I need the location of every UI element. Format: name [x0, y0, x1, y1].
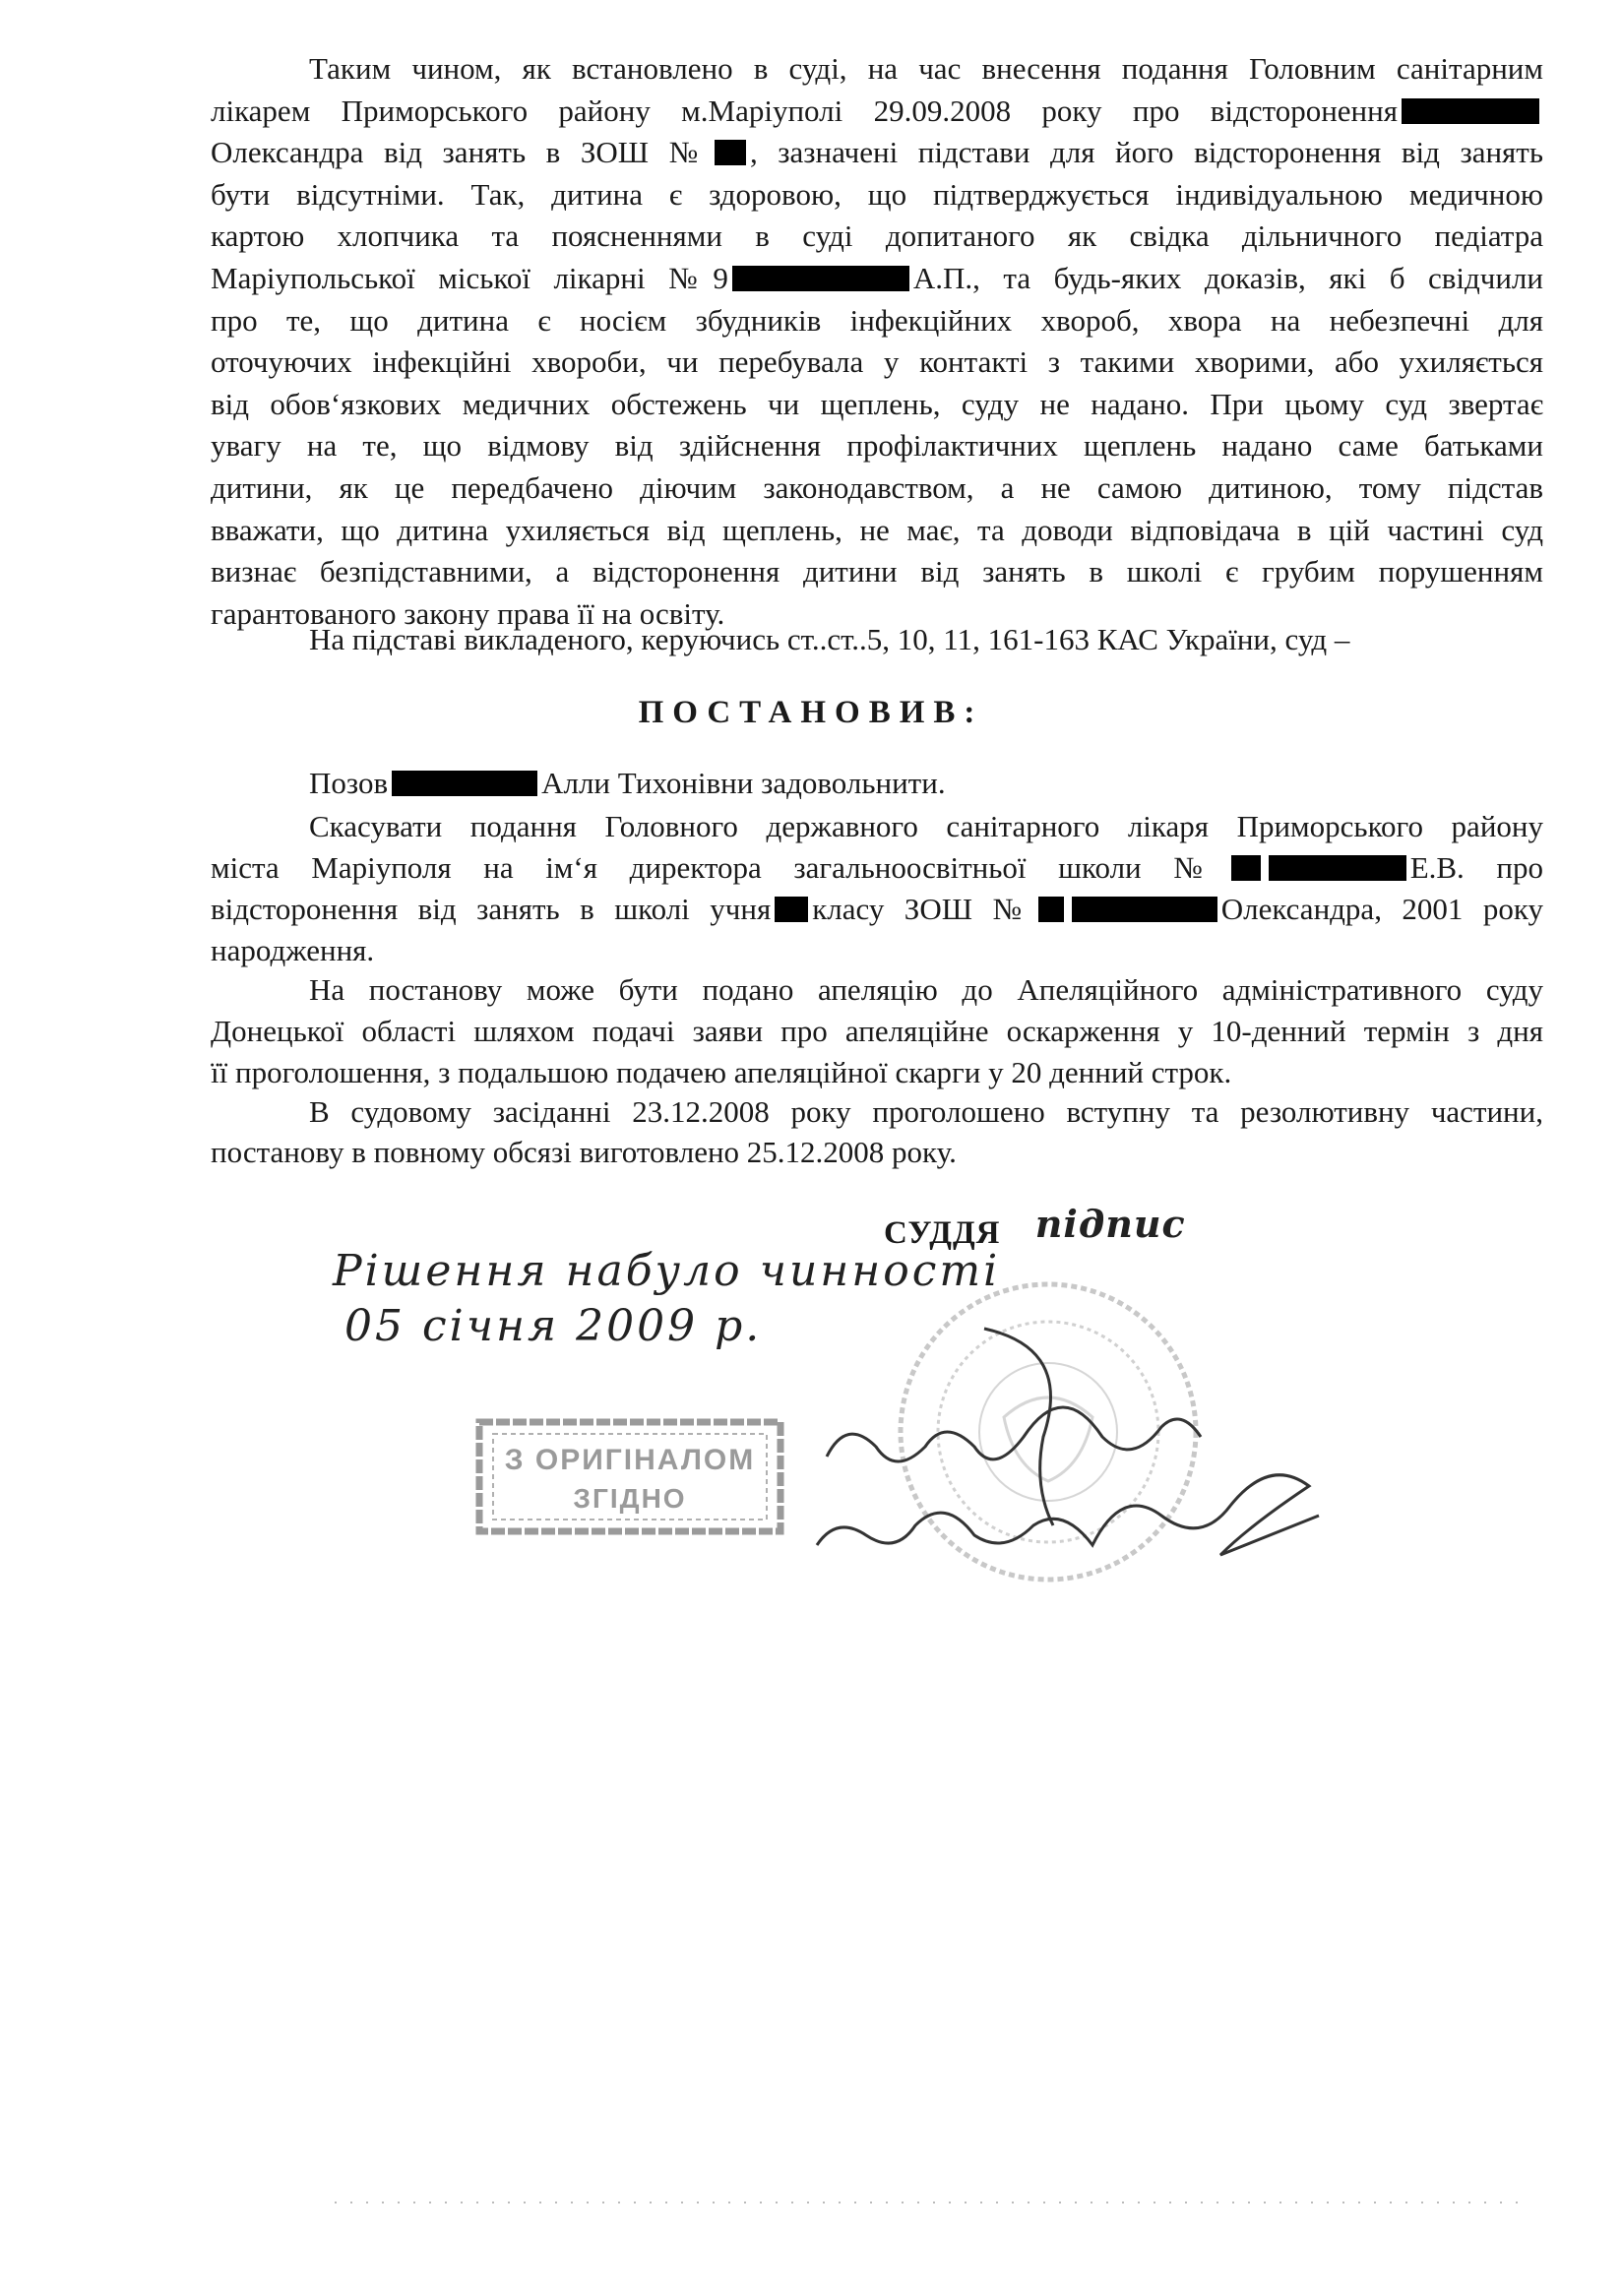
redaction-block: [1231, 855, 1261, 881]
text-fragment: вважати, що дитина ухиляється від щеплень, не має, та доводи відповідача в цій частині суд: [211, 512, 1543, 547]
redaction-block: [1072, 897, 1217, 922]
text-line: [211, 1135, 1543, 1170]
text-fragment: На постанову може бути подано апеляцію до Апеляційного адміністративного суду: [309, 972, 1543, 1007]
text-line: [211, 218, 1543, 254]
text-line: [309, 972, 1543, 1008]
text-fragment: Таким чином, як встановлено в суді, на час внесення подання Головним санітарним: [309, 51, 1543, 86]
text-line: [211, 892, 1543, 927]
text-line: [211, 513, 1543, 548]
text-fragment: Скасувати подання Головного державного санітарного лікаря Приморського району: [309, 809, 1543, 843]
text-fragment: На підставі викладеного, керуючись ст..ст..5, 10, 11, 161-163 КАС України, суд –: [309, 622, 1350, 656]
text-fragment: Олександра від занять в ЗОШ №: [211, 135, 711, 170]
decision-heading: ПОСТАНОВИВ:: [638, 695, 984, 730]
text-line: [211, 850, 1543, 886]
text-fragment: оточуючих інфекційні хвороби, чи перебувала у контакті з такими хворими, або ухиляється: [211, 344, 1543, 380]
text-fragment: від обов‘язкових медичних обстежень чи щеплень, суду не надано. При цьому суд звертає: [211, 386, 1543, 421]
copy-stamp: [473, 1416, 786, 1537]
handwritten-entry-into-force: Рішення набуло чинності: [333, 1246, 1001, 1296]
text-fragment: відсторонення від занять в школі учня: [211, 892, 772, 926]
text-fragment: визнає безпідставними, а відсторонення дитини від занять в школі є грубим порушенням: [211, 554, 1543, 590]
text-fragment: Донецької області шляхом подачі заяви про апеляційне оскарження у 10-денний термін з дня: [211, 1014, 1543, 1048]
text-line: [211, 344, 1543, 380]
text-line: [211, 177, 1543, 213]
text-fragment: увагу на те, що відмову від здійснення профілактичних щеплень надано саме батьками: [211, 428, 1543, 464]
text-fragment: Позов: [309, 766, 389, 800]
text-line: [309, 1094, 1543, 1130]
redaction-block: [392, 771, 537, 796]
text-fragment: про те, що дитина є носієм збудників інфекційних хвороб, хвора на небезпечні для: [211, 302, 1543, 338]
text-fragment: Маріупольської міської лікарні №9: [211, 261, 728, 295]
text-line: [309, 766, 1543, 801]
text-line: [211, 1014, 1543, 1049]
text-fragment: її проголошення, з подальшою подачею апеляційної скарги у 20 денний строк.: [211, 1055, 1232, 1089]
redaction-block: [775, 897, 808, 922]
text-fragment: лікарем Приморського району м.Маріуполі 29.09.2008 року про відсторонення: [211, 93, 1398, 128]
signature-note: підпис: [1034, 1202, 1186, 1246]
text-line: [211, 303, 1543, 339]
text-fragment: А.П., та будь-яких доказів, які б свідчили: [912, 261, 1543, 295]
stamp-line-2: ЗГІДНО: [573, 1483, 687, 1514]
text-fragment: Олександра, 2001 року: [1220, 892, 1543, 926]
text-line: [211, 470, 1543, 506]
text-fragment: дитини, як це передбачено діючим законодавством, а не самою дитиною, тому підстав: [211, 470, 1543, 505]
text-line: [211, 261, 1543, 296]
stamp-line-1: З ОРИГІНАЛОМ: [504, 1444, 756, 1476]
text-line: [211, 1055, 1543, 1090]
text-line: [211, 93, 1543, 129]
text-fragment: гарантованого закону права її на освіту.: [211, 595, 725, 631]
text-fragment: міста Маріуполя на ім‘я директора загальноосвітньої школи №: [211, 850, 1227, 885]
handwritten-signatures: [807, 1319, 1358, 1614]
judge-label: СУДДЯ: [884, 1215, 1001, 1251]
text-line: [211, 135, 1543, 170]
text-line: [309, 622, 1589, 657]
text-fragment: Алли Тихонівни задовольнити.: [541, 766, 946, 800]
text-line: [309, 809, 1543, 844]
text-line: [211, 933, 1543, 968]
text-fragment: , зазначені підстави для його відсторонення від занять: [749, 135, 1543, 170]
text-line: [211, 428, 1543, 464]
text-fragment: В судовому засіданні 23.12.2008 року проголошено вступну та резолютивну частини,: [309, 1094, 1543, 1129]
text-line: [211, 387, 1543, 422]
text-line: [309, 51, 1543, 87]
text-fragment: народження.: [211, 933, 375, 967]
handwritten-date: 05 січня 2009 р.: [344, 1301, 763, 1351]
redaction-block: [1402, 98, 1539, 124]
redaction-block: [715, 140, 746, 165]
redaction-block: [1038, 897, 1064, 922]
text-line: [211, 554, 1543, 590]
scan-artifact-line: [335, 2200, 1526, 2205]
text-fragment: постанову в повному обсязі виготовлено 25.12.2008 року.: [211, 1135, 957, 1169]
redaction-block: [732, 266, 909, 291]
text-fragment: бути відсутніми. Так, дитина є здоровою, що підтверджується індивідуальною медичною: [211, 176, 1543, 212]
redaction-block: [1269, 855, 1406, 881]
text-fragment: картою хлопчика та поясненнями в суді допитаного як свідка дільничного педіатра: [211, 218, 1543, 254]
text-fragment: класу ЗОШ №: [812, 892, 1034, 926]
text-fragment: Е.В. про: [1409, 850, 1543, 885]
